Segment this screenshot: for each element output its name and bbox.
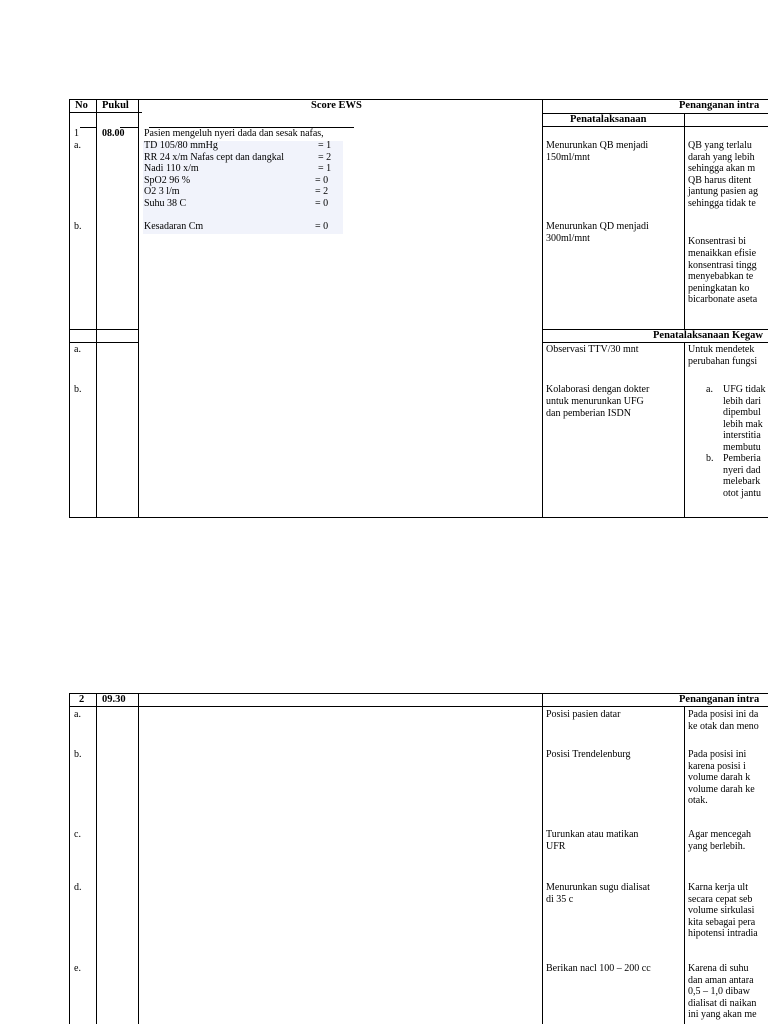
reason-line: otot jantu [723, 488, 762, 499]
header-penanganan: Penanganan intra [679, 100, 760, 111]
list-marker: a. [706, 384, 713, 395]
reason-line: darah yang lebih [688, 152, 755, 163]
reason-line: 0,5 – 1,0 dibaw [688, 986, 750, 997]
vital-label: SpO2 96 % [144, 175, 191, 186]
reason-line: lebih dari [723, 396, 762, 407]
reason-line: secara cepat seb [688, 894, 753, 905]
row-number: 1 [74, 128, 79, 139]
row-sub-b: b. [74, 221, 82, 232]
action-line: untuk menurunkan UFG [546, 396, 644, 407]
reason-line: Pemberia [723, 453, 761, 464]
reason-line: QB harus ditent [688, 175, 752, 186]
reason-line: nyeri dad [723, 465, 761, 476]
action-line: Posisi Trendelenburg [546, 749, 631, 760]
reason-line: otak. [688, 795, 708, 806]
reason-line: Karna kerja ult [688, 882, 748, 893]
reason-line: karena posisi i [688, 761, 746, 772]
action-line: di 35 c [546, 894, 574, 905]
header-penanganan: Penanganan intra [679, 694, 760, 705]
vital-score: = 0 [315, 198, 329, 209]
reason-line: lebih mak [723, 419, 763, 430]
vital-label: RR 24 x/m Nafas cept dan dangkal [144, 152, 284, 163]
action-line: Turunkan atau matikan [546, 829, 639, 840]
reason-line: Agar mencegah [688, 829, 752, 840]
complaint-text: Pasien mengeluh nyeri dada dan sesak nafas, [144, 128, 324, 139]
action-line: Menurunkan QB menjadi [546, 140, 649, 151]
action-line: 300ml/mnt [546, 233, 590, 244]
header-score-ews: Score EWS [311, 100, 362, 111]
action-line: Menurunkan sugu dialisat [546, 882, 650, 893]
reason-line: peningkatan ko [688, 283, 750, 294]
reason-line: QB yang terlalu [688, 140, 752, 151]
row-sub: b. [74, 749, 82, 760]
reason-line: Konsentrasi bi [688, 236, 747, 247]
header-penatalaksanaan: Penatalaksanaan [570, 114, 647, 125]
reason-line: dialisat di naikan [688, 998, 757, 1009]
vital-label: Suhu 38 C [144, 198, 187, 209]
row-time: 08.00 [102, 128, 125, 139]
reason-line: Karena di suhu [688, 963, 749, 974]
action-line: 150ml/mnt [546, 152, 590, 163]
action-line: dan pemberian ISDN [546, 408, 631, 419]
row-number: 2 [79, 694, 85, 705]
reason-line: menyebabkan te [688, 271, 754, 282]
reason-line: menaikkan efisie [688, 248, 757, 259]
reason-line: yang berlebih. [688, 841, 746, 852]
reason-line: konsentrasi tingg [688, 260, 757, 271]
reason-line: volume sirkulasi [688, 905, 755, 916]
action-line: UFR [546, 841, 566, 852]
action-line: Observasi TTV/30 mnt [546, 344, 639, 355]
row-sub: c. [74, 829, 81, 840]
vital-score: = 1 [318, 140, 332, 151]
reason-line: volume darah ke [688, 784, 755, 795]
reason-line: dan aman antara [688, 975, 754, 986]
vital-label: TD 105/80 mmHg [144, 140, 218, 151]
reason-line: Pada posisi ini [688, 749, 747, 760]
row-sub-b: b. [74, 384, 82, 395]
action-line: Kolaborasi dengan dokter [546, 384, 650, 395]
header-no: No [75, 100, 88, 111]
list-marker: b. [706, 453, 714, 464]
row-sub-a: a. [74, 344, 81, 355]
reason-line: dipembul [723, 407, 761, 418]
row-time: 09.30 [102, 694, 126, 705]
reason-line: kita sebagai pera [688, 917, 756, 928]
reason-line: sehingga akan m [688, 163, 756, 174]
reason-line: hipotensi intradia [688, 928, 758, 939]
reason-line: jantung pasien ag [688, 186, 758, 197]
section-kegawatan-title: Penatalaksanaan Kegaw [653, 330, 763, 341]
reason-line: bicarbonate aseta [688, 294, 758, 305]
header-pukul: Pukul [102, 100, 129, 111]
reason-line: interstitia [723, 430, 761, 441]
reason-line: melebark [723, 476, 761, 487]
vital-score: = 0 [315, 221, 329, 232]
vital-score: = 1 [318, 163, 332, 174]
action-line: Posisi pasien datar [546, 709, 621, 720]
vital-label: Nadi 110 x/m [144, 163, 199, 174]
reason-line: UFG tidak [723, 384, 766, 395]
reason-line: Pada posisi ini da [688, 709, 759, 720]
action-line: Berikan nacl 100 – 200 cc [546, 963, 651, 974]
action-line: Menurunkan QD menjadi [546, 221, 649, 232]
vital-score: = 2 [318, 152, 332, 163]
reason-line: Untuk mendetek [688, 344, 755, 355]
row-sub-a: a. [74, 140, 81, 151]
reason-line: ke otak dan meno [688, 721, 759, 732]
reason-line: membutu [723, 442, 761, 453]
reason-line: sehingga tidak te [688, 198, 756, 209]
row-sub: a. [74, 709, 81, 720]
reason-line: ini yang akan me [688, 1009, 757, 1020]
reason-line: volume darah k [688, 772, 751, 783]
vital-label: O2 3 l/m [144, 186, 180, 197]
reason-line: perubahan fungsi [688, 356, 758, 367]
vital-label: Kesadaran Cm [144, 221, 204, 232]
row-sub: d. [74, 882, 82, 893]
vital-score: = 2 [315, 186, 329, 197]
row-sub: e. [74, 963, 81, 974]
vital-score: = 0 [315, 175, 329, 186]
